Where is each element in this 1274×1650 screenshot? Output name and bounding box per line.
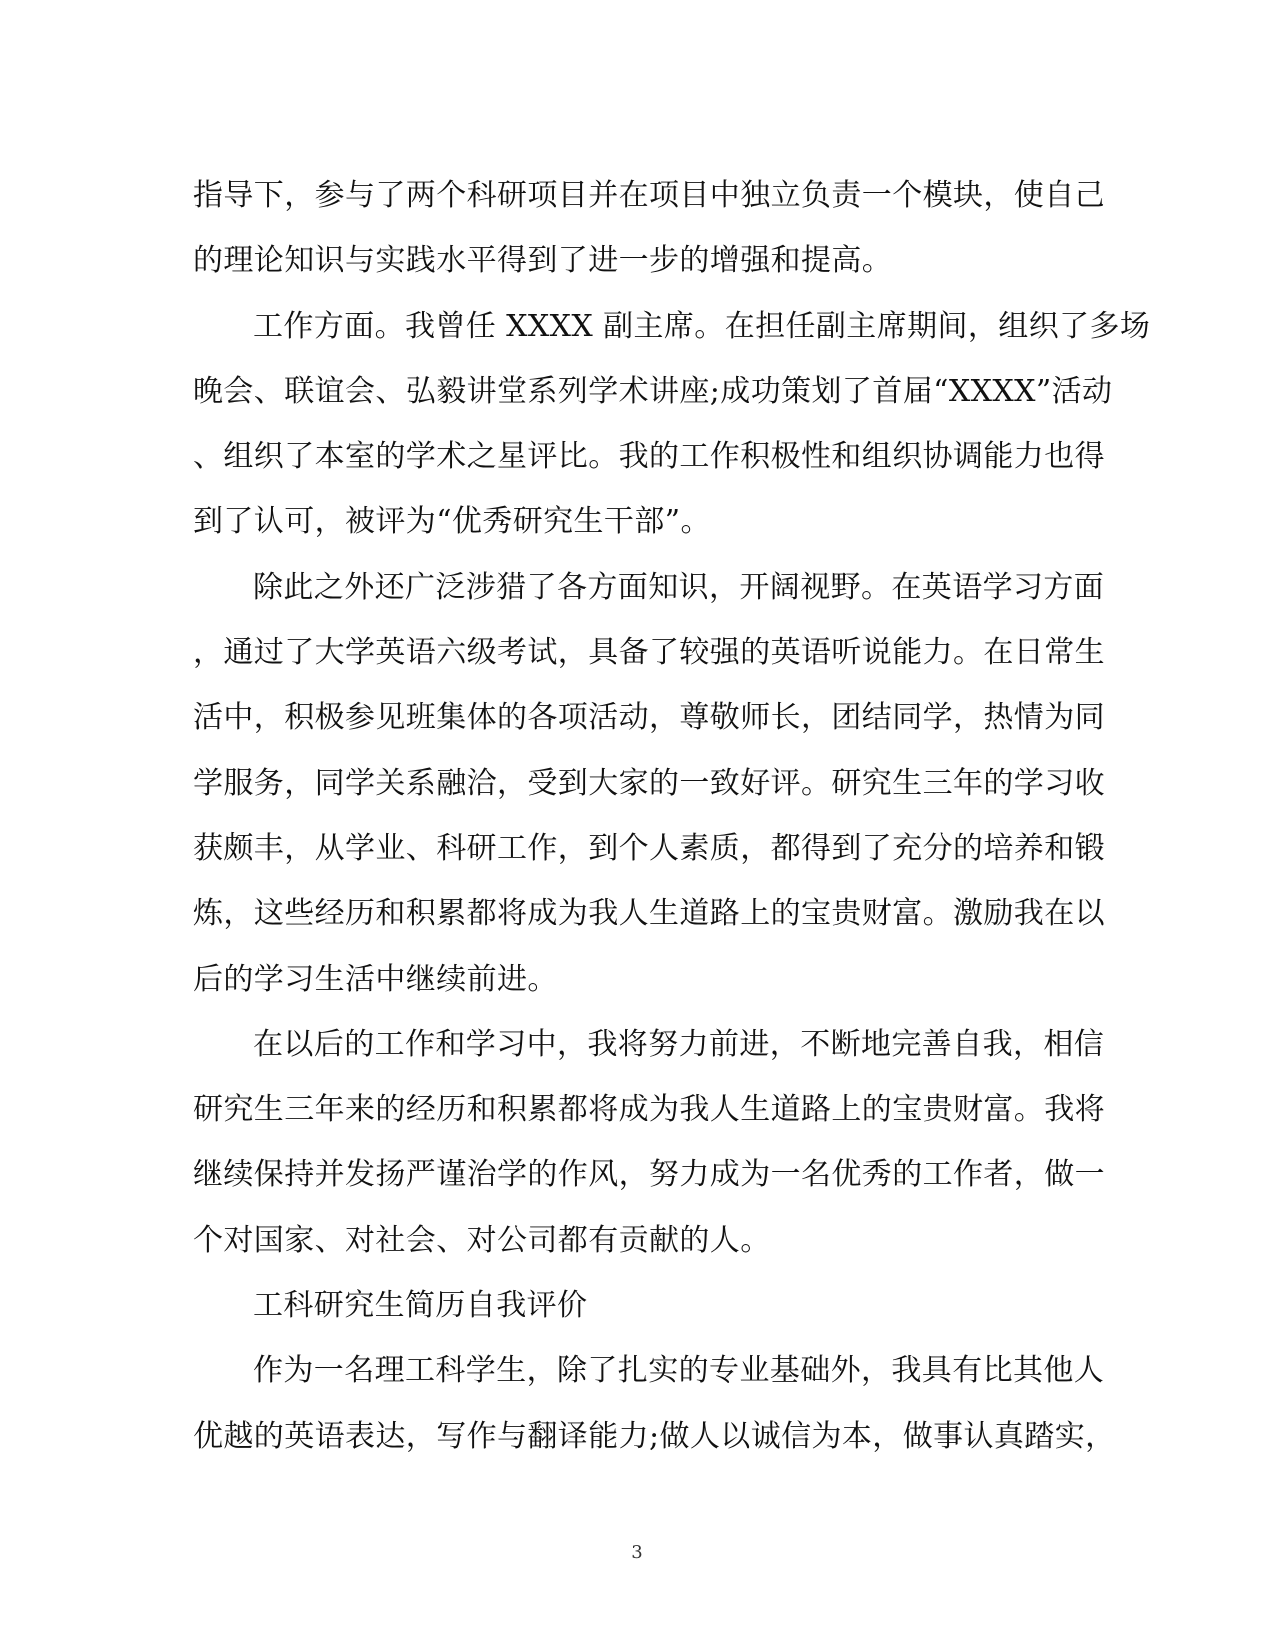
text-line: 活中，积极参见班集体的各项活动，尊敬师长，团结同学，热情为同 bbox=[193, 700, 1105, 736]
text-line: 到了认可，被评为“优秀研究生干部”。 bbox=[193, 504, 711, 540]
text-line: 优越的英语表达，写作与翻译能力;做人以诚信为本，做事认真踏实， bbox=[193, 1418, 1116, 1454]
text-line: 后的学习生活中继续前进。 bbox=[193, 961, 558, 997]
text-line: ，通过了大学英语六级考试，具备了较强的英语听说能力。在日常生 bbox=[193, 635, 1105, 671]
paragraph-start: 作为一名理工科学生，除了扎实的专业基础外，我具有比其他人 bbox=[253, 1353, 1105, 1389]
page-number: 3 bbox=[631, 1542, 643, 1563]
text-line: 学服务，同学关系融洽，受到大家的一致好评。研究生三年的学习收 bbox=[193, 765, 1105, 801]
text-line: 获颇丰，从学业、科研工作，到个人素质，都得到了充分的培养和锻 bbox=[193, 830, 1105, 866]
text-line: 、组织了本室的学术之星评比。我的工作积极性和组织协调能力也得 bbox=[193, 439, 1105, 475]
text-line: 炼，这些经历和积累都将成为我人生道路上的宝贵财富。激励我在以 bbox=[193, 896, 1105, 932]
text-line: 继续保持并发扬严谨治学的作风，努力成为一名优秀的工作者，做一 bbox=[193, 1157, 1105, 1193]
section-heading: 工科研究生简历自我评价 bbox=[253, 1288, 588, 1324]
document-body bbox=[193, 163, 1151, 1469]
text-line: 晚会、联谊会、弘毅讲堂系列学术讲座;成功策划了首届“XXXX”活动 bbox=[193, 373, 1113, 409]
text-line: 指导下，参与了两个科研项目并在项目中独立负责一个模块，使自己 bbox=[193, 178, 1105, 213]
paragraph-start: 在以后的工作和学习中，我将努力前进，不断地完善自我，相信 bbox=[253, 1026, 1105, 1062]
paragraph-start: 工作方面。我曾任 XXXX 副主席。在担任副主席期间，组织了多场 bbox=[253, 308, 1151, 344]
text-line: 研究生三年来的经历和积累都将成为我人生道路上的宝贵财富。我将 bbox=[193, 1092, 1105, 1128]
paragraph-start: 除此之外还广泛涉猎了各方面知识，开阔视野。在英语学习方面 bbox=[253, 569, 1105, 605]
text-line: 的理论知识与实践水平得到了进一步的增强和提高。 bbox=[193, 243, 893, 279]
text-line: 个对国家、对社会、对公司都有贡献的人。 bbox=[193, 1222, 771, 1258]
